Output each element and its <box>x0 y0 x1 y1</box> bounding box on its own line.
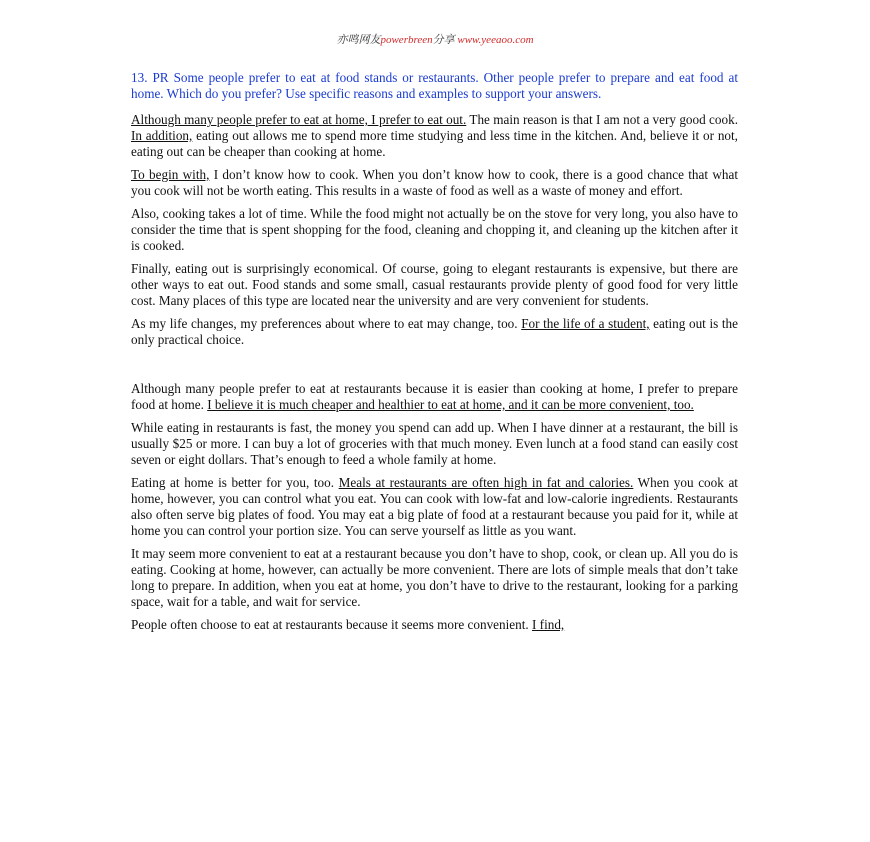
topic-sentence: Although many people prefer to eat at home, I prefer to eat out. <box>131 112 467 127</box>
essay-2-paragraph-4: It may seem more convenient to eat at a restaurant because you don’t have to shop, cook, or clean up. All you do is eating. Cooking at home, however, can actually be more convenient. There are lots of simple meals that don’t take long to prepare. In addition, when you eat at home, you don’t have to drive to the restaurant, looking for a parking space, wait for a table, and wait for service. <box>131 546 738 609</box>
document-body <box>131 70 738 640</box>
essay-separator <box>131 355 738 381</box>
paragraph-text: The main reason is that I am not a very good cook. <box>466 112 738 127</box>
transition-phrase: To begin with, <box>131 167 210 182</box>
essay-1-paragraph-4: Finally, eating out is surprisingly economical. Of course, going to elegant restaurants is expensive, but there are other ways to eat out. Food stands and some small, casual restaurants provide plenty of good food for very little cost. Many places of this type are located near the university and are very convenient for students. <box>131 261 738 308</box>
essay-1 <box>131 112 738 348</box>
question-prompt: 13. PR Some people prefer to eat at food stands or restaurants. Other people prefer to prepare and eat food at home. Which do you prefer? Use specific reasons and examples to support your answers. <box>131 70 738 101</box>
header-chinese-text: 亦鸣网友 <box>336 34 381 46</box>
paragraph-text: When you cook at home, however, you can control what you eat. You can cook with low-fat and low-calorie ingredients. Restaurants also often serve big plates of food. You may eat a big plate of food at a restaurant because you paid for it, while at home you can control your portion size. You can serve yourself as little as you want. <box>131 475 738 538</box>
essay-1-paragraph-5 <box>131 316 738 348</box>
essay-1-paragraph-1 <box>131 112 738 160</box>
transition-phrase: In addition, <box>131 128 193 143</box>
paragraph-text: Eating at home is better for you, too. <box>131 475 339 490</box>
paragraph-text: eating out allows me to spend more time studying and less time in the kitchen. And, believe it or not, eating out can be cheaper than cooking at home. <box>131 128 738 159</box>
essay-2-paragraph-1 <box>131 381 738 413</box>
conclusion-phrase: For the life of a student, <box>521 316 650 331</box>
thesis-statement: I believe it is much cheaper and healthier to eat at home, and it can be more convenient, too. <box>207 397 694 412</box>
paragraph-text: People often choose to eat at restaurants because it seems more convenient. <box>131 617 532 632</box>
essay-1-paragraph-2 <box>131 167 738 199</box>
essay-2-paragraph-2: While eating in restaurants is fast, the money you spend can add up. When I have dinner at a restaurant, the bill is usually $25 or more. I can buy a lot of groceries with that much money. Even lunch at a food stand can easily cost seven or eight dollars. That’s enough to feed a whole family at home. <box>131 420 738 467</box>
paragraph-text: Although many people prefer to eat at restaurants because it is easier than cooking at home, I prefer to prepare food at home. <box>131 381 738 412</box>
essay-2-paragraph-3 <box>131 475 738 539</box>
paragraph-text: I don’t know how to cook. When you don’t know how to cook, there is a good chance that what you cook will not be worth eating. This results in a waste of food as well as a waste of money and effort. <box>131 167 738 198</box>
paragraph-text: eating out is the only practical choice. <box>131 316 738 347</box>
topic-sentence: Meals at restaurants are often high in fat and calories. <box>338 475 634 490</box>
header-share-text: 分享 <box>432 34 458 46</box>
essay-1-paragraph-3: Also, cooking takes a lot of time. While the food might not actually be on the stove for very long, you also have to consider the time that is spent shopping for the food, cleaning and chopping it, and cleaning up the kitchen after it is cooked. <box>131 206 738 253</box>
essay-2-paragraph-5 <box>131 617 738 633</box>
essay-2 <box>131 381 738 633</box>
transition-phrase: I find, <box>531 617 565 632</box>
header-url: www.yeeaoo.com <box>457 34 534 46</box>
header-brand: powerbreen <box>380 34 433 46</box>
paragraph-text: As my life changes, my preferences about where to eat may change, too. <box>131 316 522 331</box>
page-header <box>0 33 870 47</box>
